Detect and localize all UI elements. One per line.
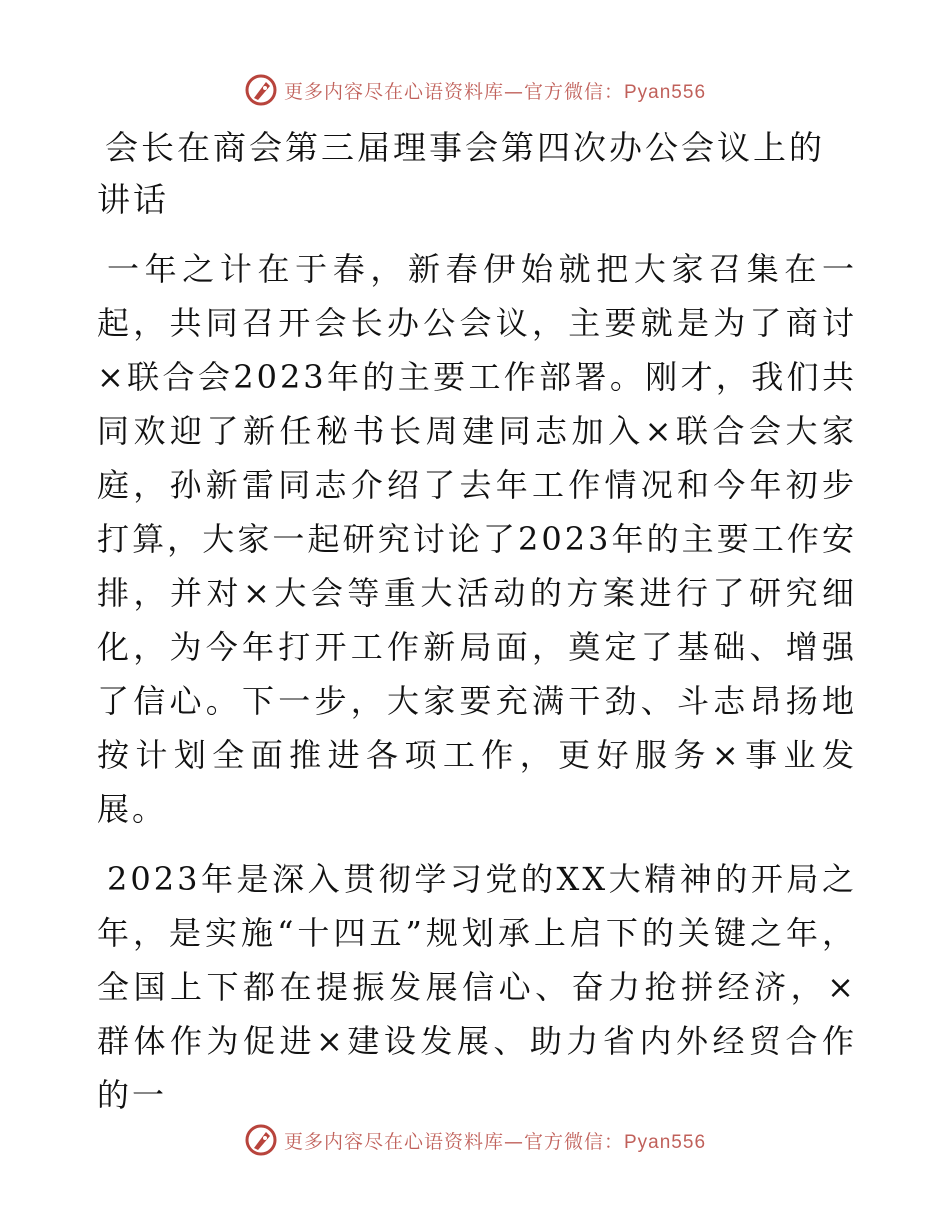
- pen-nib-circle-icon: [244, 73, 278, 107]
- watermark-suffix: 官方微信：: [523, 1130, 624, 1153]
- watermark-text: [284, 77, 706, 104]
- document-title: 会长在商会第三届理事会第四次办公会议上的讲话: [97, 128, 825, 219]
- paragraph-1: 一年之计在于春，新春伊始就把大家召集在一起，共同召开会长办公会议，主要就是为了商讨×联合会2023年的主要工作部署。刚才，我们共同欢迎了新任秘书长周建同志加入×联合会大家庭，孙新雷同志介绍了去年工作情况和今年初步打算，大家一起研究讨论了2023年的主要工作安排，并对×大会等重大活动的方案进行了研究细化，为今年打开工作新局面，奠定了基础、增强了信心。下一步，大家要充满干劲、斗志昂扬地按计划全面推进各项工作，更好服务×事业发展。: [97, 250, 857, 828]
- header-watermark: [0, 70, 950, 110]
- pen-nib-circle-icon: [244, 1123, 278, 1157]
- document-body: [97, 122, 857, 1138]
- watermark-handle: Pyan556: [624, 1131, 707, 1153]
- watermark-separator: —: [503, 1130, 524, 1153]
- watermark-site: 更多内容尽在心语资料库: [283, 1130, 504, 1153]
- footer-watermark: [0, 1120, 950, 1160]
- watermark-suffix: 官方微信：: [523, 80, 624, 103]
- watermark-text: [284, 1127, 706, 1154]
- watermark-separator: —: [503, 80, 524, 103]
- watermark-handle: Pyan556: [624, 81, 707, 103]
- watermark-site: 更多内容尽在心语资料库: [283, 80, 504, 103]
- paragraph-2: 2023年是深入贯彻学习党的XX大精神的开局之年，是实施“十四五”规划承上启下的关键之年，全国上下都在提振发展信心、奋力抢拼经济，×群体作为促进×建设发展、助力省内外经贸合作的一: [97, 860, 857, 1114]
